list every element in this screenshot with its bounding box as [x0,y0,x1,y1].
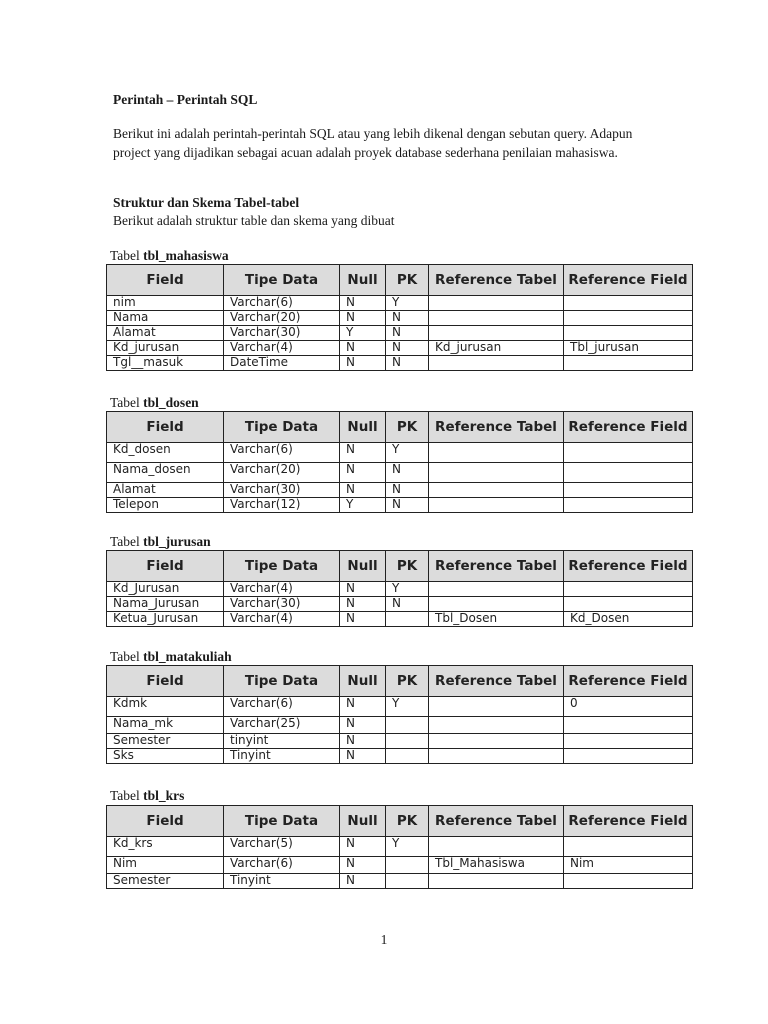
table-cell: Varchar(4) [224,341,340,356]
table-cell: Varchar(20) [224,463,340,483]
table-cell [429,443,564,463]
table-cell: N [386,597,429,612]
table-cell: Y [340,326,386,341]
column-header: Tipe Data [224,265,340,296]
table-row [107,311,693,326]
table-caption-name: tbl_mahasiswa [143,248,229,263]
table-row [107,837,693,857]
table-row [107,874,693,889]
column-header: Null [340,265,386,296]
table-cell [564,717,693,734]
table-row [107,341,693,356]
table-cell [564,874,693,889]
table-cell [386,749,429,764]
table-cell [564,296,693,311]
table-cell: Kd_jurusan [107,341,224,356]
table-row [107,612,693,627]
table-header-row [107,265,693,296]
table-row [107,697,693,717]
table-caption-name: tbl_dosen [143,395,199,410]
table-caption-prefix: Tabel [110,788,140,803]
table-caption [110,534,211,550]
column-header: Tipe Data [224,412,340,443]
table-caption [110,649,232,665]
table-cell: Tinyint [224,874,340,889]
schema-table [106,805,693,889]
column-header: Null [340,412,386,443]
table-cell: Kd_dosen [107,443,224,463]
column-header: PK [386,551,429,582]
table-cell [429,498,564,513]
column-header: Field [107,551,224,582]
column-header: PK [386,412,429,443]
table-cell: N [340,837,386,857]
table-cell: nim [107,296,224,311]
table-cell: Y [386,443,429,463]
schema-table [106,411,693,513]
table-cell: Semester [107,734,224,749]
table-row [107,296,693,311]
table-cell: Nama [107,311,224,326]
table-cell [564,483,693,498]
column-header: Tipe Data [224,666,340,697]
schema-table [106,264,693,371]
table-cell: N [340,582,386,597]
table-cell [386,717,429,734]
table-cell: N [340,311,386,326]
table-row [107,443,693,463]
page-number: 1 [380,932,388,947]
table-cell [564,356,693,371]
table-cell: Y [386,837,429,857]
column-header: Reference Field [564,412,693,443]
table-header-row [107,666,693,697]
document-heading: Perintah – Perintah SQL [113,92,258,107]
table-row [107,857,693,874]
table-cell: N [386,311,429,326]
table-cell [564,837,693,857]
table-cell: N [386,463,429,483]
table-row [107,597,693,612]
column-header: Reference Field [564,265,693,296]
table-cell: N [340,734,386,749]
table-cell: N [340,857,386,874]
table-cell [564,311,693,326]
table-cell: N [340,612,386,627]
table-cell: N [340,463,386,483]
table-cell [429,483,564,498]
table-header-row [107,806,693,837]
table-cell: Tbl_jurusan [564,341,693,356]
intro-paragraph: Berikut ini adalah perintah-perintah SQL atau yang lebih dikenal dengan sebutan query. Adapun project yang dijadikan sebagai acuan adalah proyek database sederhana penilaian mahasiswa. [113,126,633,160]
table-caption-prefix: Tabel [110,395,140,410]
table-cell [429,837,564,857]
table-cell [429,597,564,612]
table-cell [564,463,693,483]
table-cell: N [386,341,429,356]
table-cell: N [340,356,386,371]
table-cell: N [386,483,429,498]
table-cell: Y [386,697,429,717]
table-cell: Varchar(4) [224,612,340,627]
table-cell [386,612,429,627]
table-cell: Nim [564,857,693,874]
column-header: Reference Field [564,551,693,582]
column-header: Field [107,806,224,837]
table-cell [386,857,429,874]
table-cell: N [386,326,429,341]
table-cell: Kd_Dosen [564,612,693,627]
table-cell: N [340,717,386,734]
table-cell [429,582,564,597]
table-cell [429,717,564,734]
schema-table [106,550,693,627]
table-cell [564,749,693,764]
table-cell: N [386,498,429,513]
column-header: Tipe Data [224,551,340,582]
table-cell: Varchar(12) [224,498,340,513]
table-row [107,717,693,734]
table-cell [429,463,564,483]
schema-table [106,665,693,764]
column-header: Reference Tabel [429,412,564,443]
column-header: Reference Tabel [429,806,564,837]
table-cell: 0 [564,697,693,717]
column-header: Field [107,265,224,296]
table-row [107,483,693,498]
table-cell: N [340,443,386,463]
table-cell [564,734,693,749]
table-cell [429,296,564,311]
table-row [107,749,693,764]
column-header: Reference Tabel [429,265,564,296]
table-cell: N [340,874,386,889]
table-cell [429,326,564,341]
table-cell: Kdmk [107,697,224,717]
table-cell [429,734,564,749]
table-cell: N [340,483,386,498]
column-header: Field [107,666,224,697]
table-caption-prefix: Tabel [110,248,140,263]
column-header: Null [340,551,386,582]
table-cell [429,874,564,889]
table-cell: Semester [107,874,224,889]
table-cell: Varchar(6) [224,857,340,874]
table-caption-name: tbl_matakuliah [143,649,232,664]
table-cell: Kd_krs [107,837,224,857]
table-cell [429,311,564,326]
table-caption-prefix: Tabel [110,649,140,664]
table-cell: Varchar(5) [224,837,340,857]
table-cell: Varchar(4) [224,582,340,597]
table-caption [110,248,229,264]
table-cell: Kd_jurusan [429,341,564,356]
table-row [107,498,693,513]
table-row [107,734,693,749]
table-cell: Y [386,296,429,311]
table-caption-name: tbl_jurusan [143,534,211,549]
table-cell [564,498,693,513]
table-header-row [107,551,693,582]
table-cell [564,582,693,597]
table-row [107,582,693,597]
table-cell: Ketua_Jurusan [107,612,224,627]
table-cell: Sks [107,749,224,764]
table-caption-name: tbl_krs [143,788,185,803]
table-caption [110,788,184,804]
table-caption [110,395,199,411]
table-cell: Alamat [107,483,224,498]
table-cell: Varchar(6) [224,443,340,463]
column-header: Field [107,412,224,443]
column-header: PK [386,806,429,837]
table-cell [564,443,693,463]
column-header: Tipe Data [224,806,340,837]
table-cell [564,326,693,341]
table-cell: Alamat [107,326,224,341]
table-cell [429,697,564,717]
table-cell: N [340,597,386,612]
column-header: Reference Tabel [429,666,564,697]
column-header: PK [386,265,429,296]
table-cell: Tbl_Mahasiswa [429,857,564,874]
table-cell: Varchar(30) [224,483,340,498]
table-cell: Nama_Jurusan [107,597,224,612]
column-header: Null [340,666,386,697]
table-cell: Telepon [107,498,224,513]
table-cell: Varchar(6) [224,697,340,717]
column-header: PK [386,666,429,697]
table-cell: N [386,356,429,371]
table-cell: N [340,697,386,717]
table-cell [429,356,564,371]
table-cell: Tinyint [224,749,340,764]
table-cell: N [340,296,386,311]
table-cell: Varchar(6) [224,296,340,311]
table-cell: Varchar(25) [224,717,340,734]
column-header: Reference Field [564,666,693,697]
table-cell: Y [386,582,429,597]
table-cell: Y [340,498,386,513]
table-cell [386,734,429,749]
table-row [107,326,693,341]
table-cell: Nim [107,857,224,874]
table-header-row [107,412,693,443]
column-header: Reference Tabel [429,551,564,582]
table-cell: Tgl__masuk [107,356,224,371]
table-cell: Varchar(30) [224,326,340,341]
table-cell: N [340,749,386,764]
structure-subtitle: Berikut adalah struktur table dan skema yang dibuat [113,213,395,228]
table-cell: Tbl_Dosen [429,612,564,627]
table-cell: Nama_mk [107,717,224,734]
table-row [107,356,693,371]
table-cell: DateTime [224,356,340,371]
table-cell: Varchar(30) [224,597,340,612]
column-header: Reference Field [564,806,693,837]
table-cell [564,597,693,612]
table-cell: Varchar(20) [224,311,340,326]
column-header: Null [340,806,386,837]
table-cell [429,749,564,764]
table-caption-prefix: Tabel [110,534,140,549]
table-cell: Nama_dosen [107,463,224,483]
table-row [107,463,693,483]
table-cell [386,874,429,889]
table-cell: tinyint [224,734,340,749]
table-cell: N [340,341,386,356]
structure-heading: Struktur dan Skema Tabel-tabel [113,195,300,210]
table-cell: Kd_Jurusan [107,582,224,597]
